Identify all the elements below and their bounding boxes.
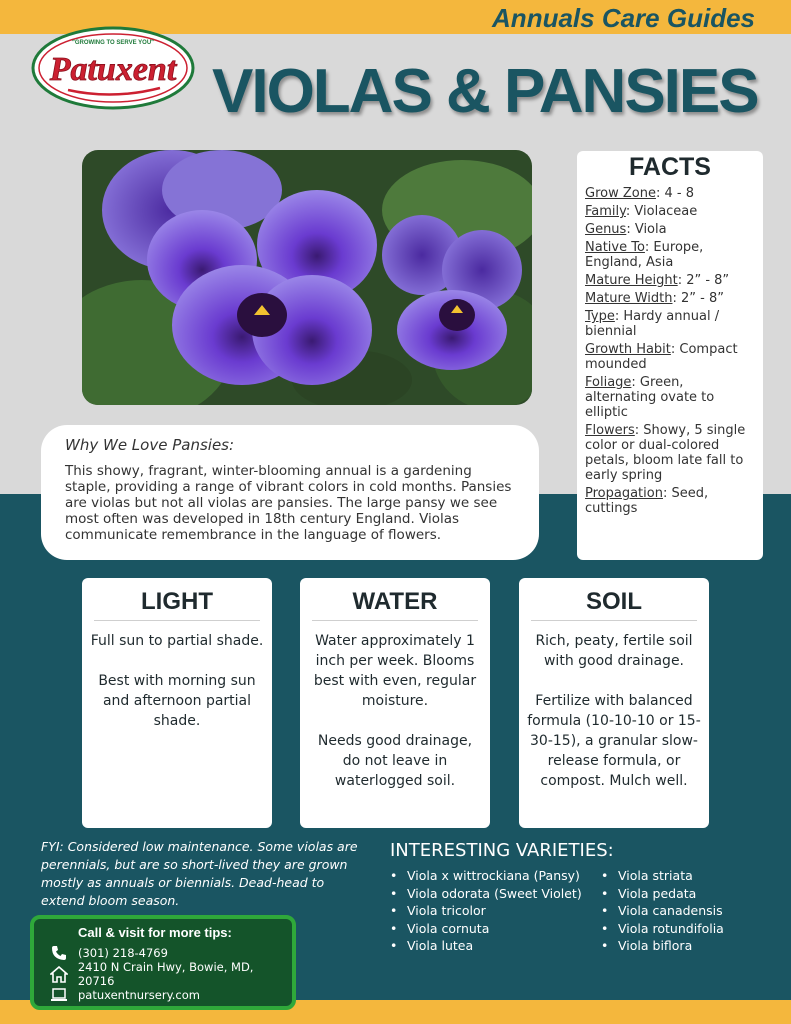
contact-box [30, 915, 296, 1010]
series-title: Annuals Care Guides [492, 3, 755, 33]
why-text: This showy, fragrant, winter-blooming annual is a gardening staple, providing a range of vibrant colors in cold months. Pansies are violas but not all violas are pansies. The large pansy we see most often was developed in 18th century England. Violas communicate remembrance in the language of flowers. [65, 463, 512, 543]
fact-item [585, 309, 755, 339]
fact-key: Native To [585, 240, 645, 255]
fact-value: : Seed, cuttings [585, 486, 709, 516]
light-body: Full sun to partial shade. Best with morning sun and afternoon partial shade. [90, 633, 264, 729]
fact-key: Mature Width [585, 291, 673, 306]
variety-item: • Viola cornuta [390, 920, 582, 938]
fact-key: Foliage [585, 375, 632, 390]
water-title: WATER [312, 588, 478, 621]
contact-phone[interactable]: (301) 218-4769 [78, 946, 168, 960]
varieties-list-left [390, 867, 582, 955]
fact-value: : Europe, England, Asia [585, 240, 704, 270]
fact-item [585, 240, 755, 270]
facts-title: FACTS [629, 153, 711, 181]
fact-item [585, 486, 755, 516]
patuxent-logo [28, 22, 198, 112]
fact-item [585, 342, 755, 372]
page-title: VIOLAS & PANSIES [212, 57, 758, 126]
phone-icon [48, 944, 70, 962]
logo-tagline: "GROWING TO SERVE YOU" [71, 40, 155, 46]
fact-value: : Viola [626, 222, 667, 237]
variety-item: • Viola tricolor [390, 902, 582, 920]
why-we-love-panel [41, 425, 539, 560]
fact-value: : Green, alternating ovate to elliptic [585, 375, 715, 420]
variety-item: • Viola lutea [390, 937, 582, 955]
fact-item [585, 186, 755, 201]
variety-item: • Viola biflora [601, 937, 724, 955]
fact-key: Family [585, 204, 626, 219]
variety-item: • Viola pedata [601, 885, 724, 903]
fact-key: Flowers [585, 423, 635, 438]
fact-item [585, 291, 755, 306]
facts-panel [577, 151, 763, 560]
fact-value: : Showy, 5 single color or dual-colored petals, bloom late fall to early spring [585, 423, 746, 483]
pansy-photo [82, 150, 532, 405]
contact-website[interactable]: patuxentnursery.com [78, 988, 200, 1002]
fyi-note: FYI: Considered low maintenance. Some violas are perennials, but are so short-lived they are grown mostly as annuals or biennials. Dead-head to extend bloom season. [41, 839, 358, 908]
water-card [300, 578, 490, 828]
soil-card [519, 578, 709, 828]
contact-address: 2410 N Crain Hwy, Bowie, MD, 20716 [77, 960, 254, 988]
fact-value: : Compact mounded [585, 342, 738, 372]
light-title: LIGHT [94, 588, 260, 621]
laptop-icon [48, 986, 70, 1004]
why-title: Why We Love Pansies: [65, 436, 235, 454]
water-body: Water approximately 1 inch per week. Blooms best with even, regular moisture. Needs good drainage, do not leave in waterlogged soil. [313, 633, 477, 789]
fact-key: Growth Habit [585, 342, 671, 357]
varieties-title: INTERESTING VARIETIES: [390, 840, 614, 861]
variety-item: • Viola x wittrockiana (Pansy) [390, 867, 582, 885]
contact-title: Call & visit for more tips: [78, 925, 232, 940]
variety-item: • Viola canadensis [601, 902, 724, 920]
variety-item: • Viola rotundifolia [601, 920, 724, 938]
fact-value: : Violaceae [625, 204, 698, 219]
fact-item [585, 204, 755, 219]
contact-website-row[interactable] [48, 985, 200, 1005]
house-icon [48, 965, 70, 983]
contact-address-row [48, 960, 292, 988]
fact-item [585, 273, 755, 288]
fact-value: : 2” - 8” [677, 273, 730, 288]
fact-item [585, 423, 755, 483]
fact-key: Type [585, 309, 615, 324]
light-card [82, 578, 272, 828]
fact-value: : Hardy annual / biennial [585, 309, 720, 339]
fact-key: Grow Zone [585, 186, 656, 201]
varieties-list-right [601, 867, 724, 955]
fact-value: : 4 - 8 [655, 186, 694, 201]
fact-key: Genus [585, 222, 627, 237]
soil-title: SOIL [531, 588, 697, 621]
soil-body: Rich, peaty, fertile soil with good drainage. Fertilize with balanced formula (10-10-10 or 15-30-15), a granular slow-release formula, or compost. Mulch well. [527, 633, 701, 789]
fact-item [585, 222, 755, 237]
variety-item: • Viola striata [601, 867, 724, 885]
fact-key: Mature Height [585, 273, 678, 288]
fact-key: Propagation [585, 486, 663, 501]
logo-brand: Patuxent [49, 51, 177, 88]
fact-value: : 2” - 8” [672, 291, 724, 306]
variety-item: • Viola odorata (Sweet Violet) [390, 885, 582, 903]
fact-item [585, 375, 755, 420]
